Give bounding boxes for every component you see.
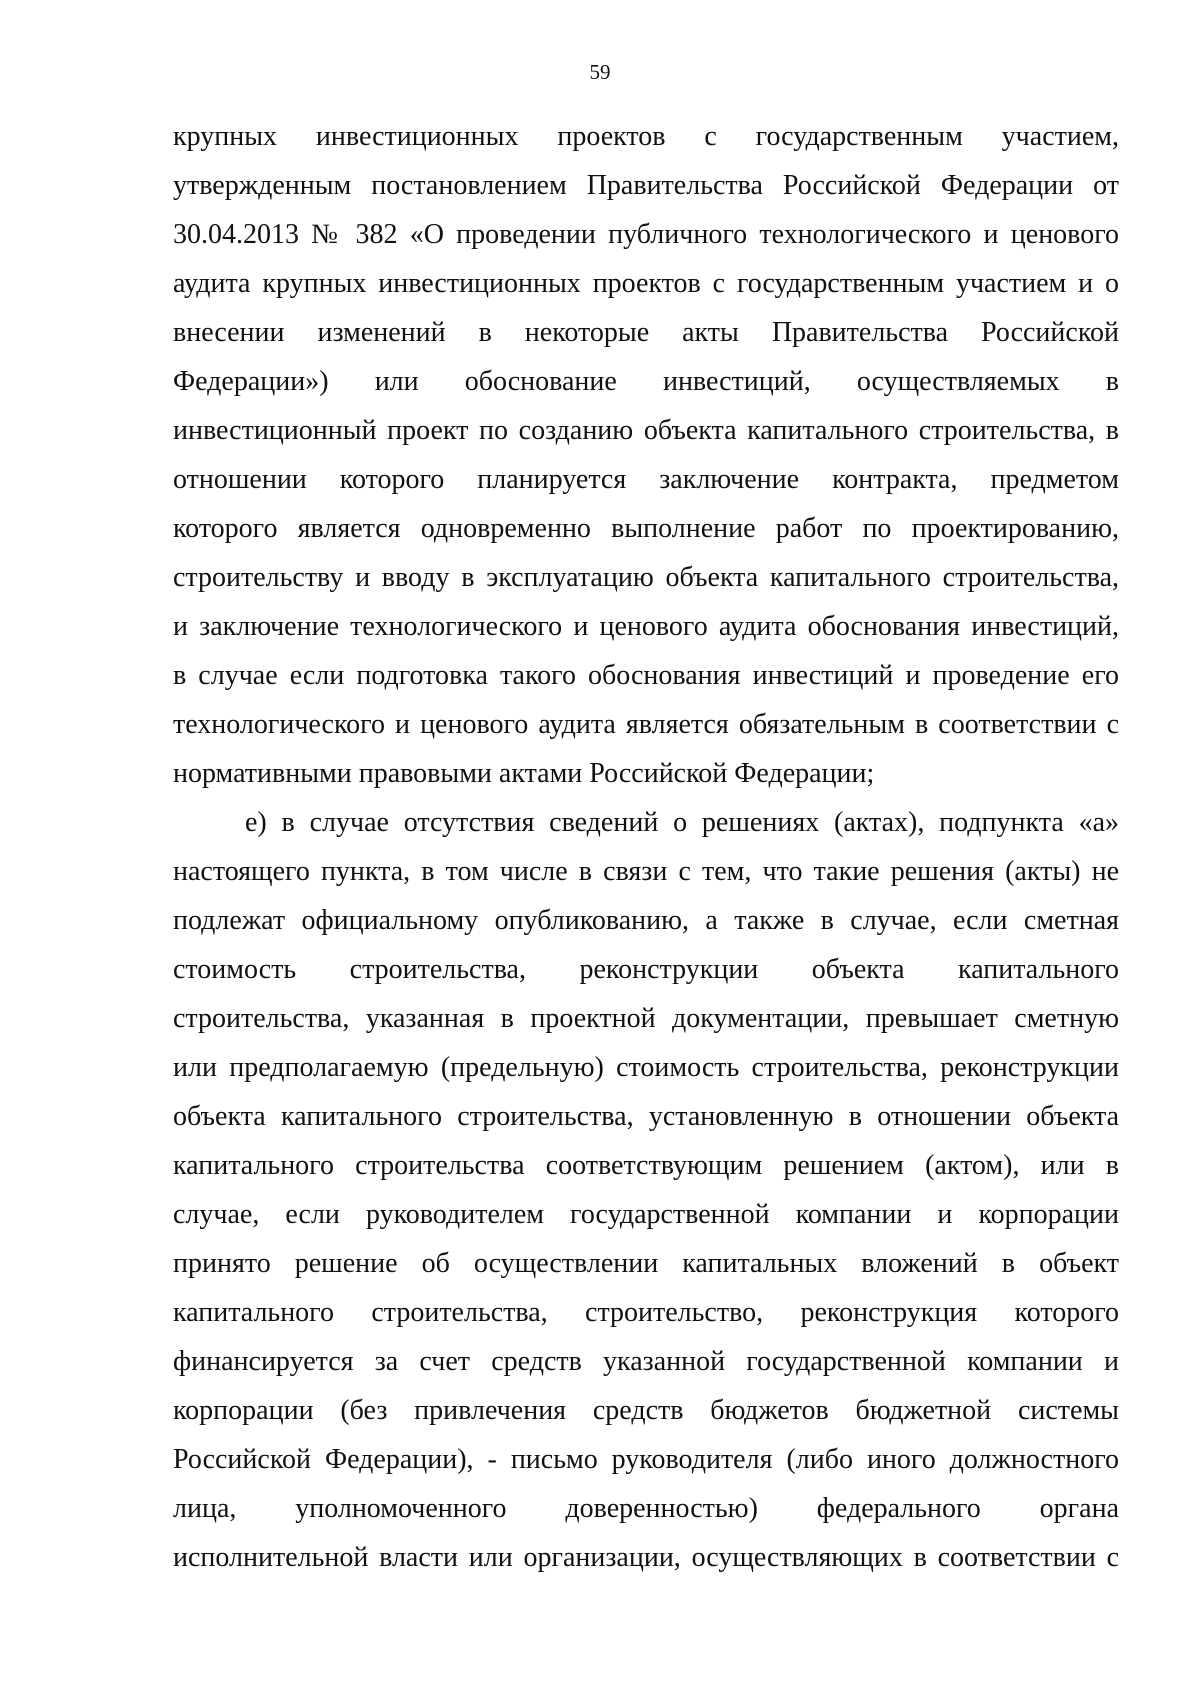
text-line: аудита крупных инвестиционных проектов с государственным участием и о xyxy=(173,268,1119,299)
text-line: капитального строительства, строительство, реконструкция которого xyxy=(173,1297,1119,1328)
text-line: настоящего пункта, в том числе в связи с тем, что такие решения (акты) не xyxy=(173,856,1119,887)
text-line: нормативными правовыми актами Российской Федерации; xyxy=(173,758,875,789)
text-line: в случае если подготовка такого обоснования инвестиций и проведение его xyxy=(173,660,1119,691)
text-line: финансируется за счет средств указанной государственной компании и xyxy=(173,1346,1119,1377)
text-line: объекта капитального строительства, установленную в отношении объекта xyxy=(173,1101,1119,1132)
text-line: инвестиционный проект по созданию объекта капитального строительства, в xyxy=(173,415,1119,446)
page-number: 59 xyxy=(589,60,611,84)
text-line: капитального строительства соответствующим решением (актом), или в xyxy=(173,1150,1119,1181)
document-body xyxy=(173,112,1119,1582)
text-line: 30.04.2013 № 382 «О проведении публичного технологического и ценового xyxy=(173,219,1119,250)
text-line: и заключение технологического и ценового аудита обоснования инвестиций, xyxy=(173,611,1119,642)
text-line: утвержденным постановлением Правительства Российской Федерации от xyxy=(173,170,1119,201)
text-line: строительству и вводу в эксплуатацию объекта капитального строительства, xyxy=(173,562,1119,593)
text-line: крупных инвестиционных проектов с государственным участием, xyxy=(173,121,1119,152)
text-line: технологического и ценового аудита является обязательным в соответствии с xyxy=(173,709,1119,740)
text-line: Российской Федерации), - письмо руководителя (либо иного должностного xyxy=(173,1444,1119,1475)
text-line: или предполагаемую (предельную) стоимость строительства, реконструкции xyxy=(173,1052,1119,1083)
text-line: строительства, указанная в проектной документации, превышает сметную xyxy=(173,1003,1119,1034)
text-line: Федерации») или обоснование инвестиций, осуществляемых в xyxy=(173,366,1119,397)
text-line: принято решение об осуществлении капитальных вложений в объект xyxy=(173,1248,1119,1279)
text-line: е) в случае отсутствия сведений о решениях (актах), подпункта «а» xyxy=(245,807,1119,838)
text-line: лица, уполномоченного доверенностью) федерального органа xyxy=(173,1493,1119,1524)
text-line: стоимость строительства, реконструкции объекта капитального xyxy=(173,954,1119,985)
text-line: корпорации (без привлечения средств бюджетов бюджетной системы xyxy=(173,1395,1119,1426)
text-line: отношении которого планируется заключение контракта, предметом xyxy=(173,464,1119,495)
text-line: исполнительной власти или организации, осуществляющих в соответствии с xyxy=(173,1542,1119,1573)
text-line: внесении изменений в некоторые акты Правительства Российской xyxy=(173,317,1119,348)
text-line: которого является одновременно выполнение работ по проектированию, xyxy=(173,513,1119,544)
text-line: случае, если руководителем государственной компании и корпорации xyxy=(173,1199,1119,1230)
text-line: подлежат официальному опубликованию, а также в случае, если сметная xyxy=(173,905,1119,936)
